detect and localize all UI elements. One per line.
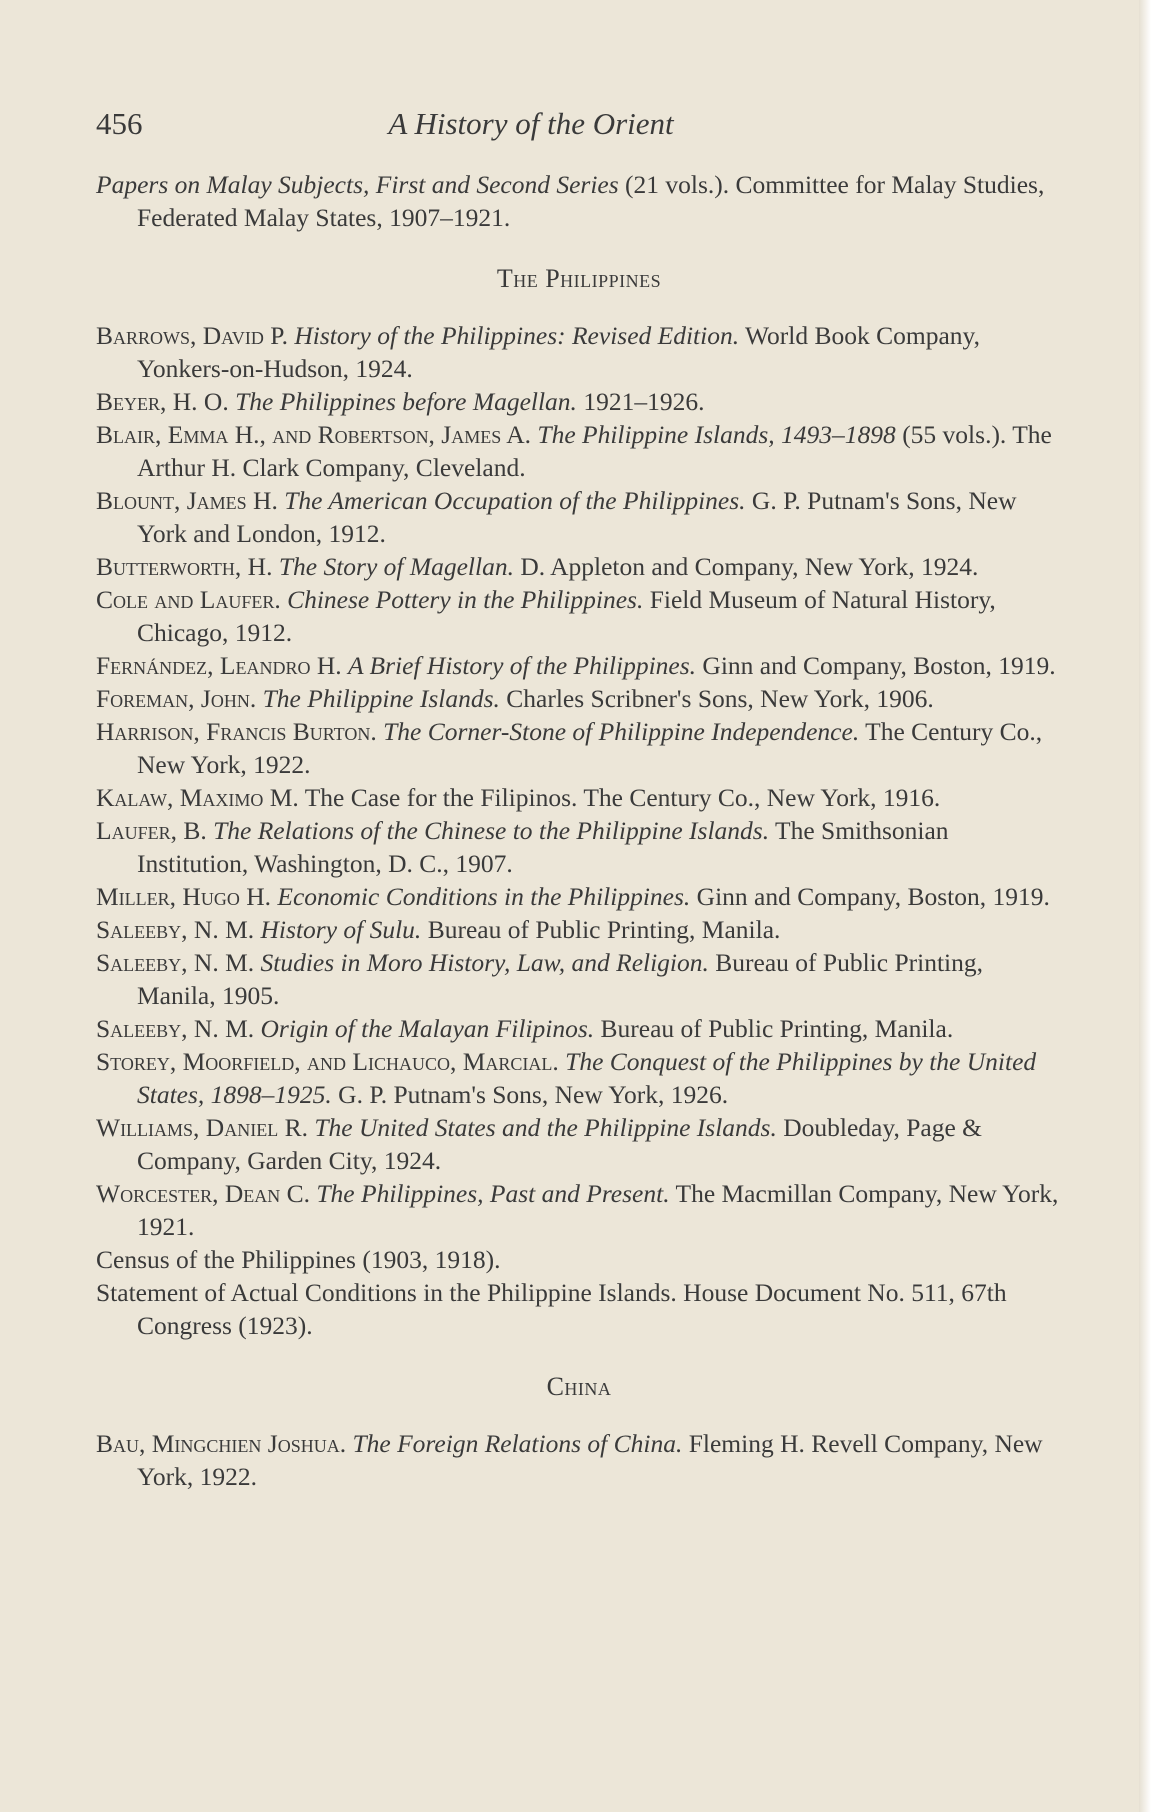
entry-details: Field Museum of Natural History, Chicago, 1912. — [137, 585, 996, 647]
entry-author: Worcester, Dean C. — [96, 1179, 310, 1208]
bibliography-entry — [96, 1276, 1062, 1342]
bibliography-entry — [96, 168, 1062, 234]
entry-title: The Relations of the Chinese to the Philippine Islands. — [213, 816, 770, 845]
entry-author: Storey, Moorfield, and Lichauco, Marcial. — [96, 1047, 559, 1076]
page-header — [96, 104, 996, 144]
bibliography-entry — [96, 319, 1062, 385]
bibliography-entry — [96, 550, 1062, 583]
entry-details: Bureau of Public Printing, Manila, 1905. — [137, 948, 984, 1010]
entry-author: Fernández, Leandro H. — [96, 651, 342, 680]
entry-author: Butterworth, H. — [96, 552, 273, 581]
entry-author: Cole and Laufer. — [96, 585, 281, 614]
bibliography-entry — [96, 418, 1062, 484]
entry-author: Saleeby, N. M. — [96, 915, 255, 944]
entry-details: Statement of Actual Conditions in the Philippine Islands. House Document No. 511, 67th Congress (1923). — [96, 1278, 1007, 1340]
entry-author: Beyer, H. O. — [96, 387, 229, 416]
entry-title: The Philippine Islands, 1493–1898 — [537, 420, 896, 449]
bibliography — [96, 168, 1062, 1493]
entry-author: Blount, James H. — [96, 486, 278, 515]
entry-author: Saleeby, N. M. — [96, 1014, 255, 1043]
entry-details: Ginn and Company, Boston, 1919. — [696, 651, 1056, 680]
bibliography-entry — [96, 1012, 1062, 1045]
entry-title: A Brief History of the Philippines. — [348, 651, 697, 680]
bibliography-entry — [96, 385, 1062, 418]
bibliography-entry — [96, 1243, 1062, 1276]
entry-details: Bureau of Public Printing, Manila. — [594, 1014, 954, 1043]
entry-details: Doubleday, Page & Company, Garden City, 1924. — [137, 1113, 982, 1175]
entry-details: The Smithsonian Institution, Washington, D. C., 1907. — [137, 816, 949, 878]
entry-title: The Story of Magellan. — [278, 552, 514, 581]
section-heading: China — [546, 1372, 612, 1401]
entry-author: Foreman, John. — [96, 684, 257, 713]
entry-author: Williams, Daniel R. — [96, 1113, 308, 1142]
entry-author: Miller, Hugo H. — [96, 882, 271, 911]
entry-author: Kalaw, Maximo M. — [96, 783, 299, 812]
page-number: 456 — [96, 106, 143, 141]
bibliography-entry — [96, 946, 1062, 1012]
page-edge — [1139, 0, 1151, 1812]
entry-title: History of Sulu. — [260, 915, 422, 944]
entry-author: Barrows, David P. — [96, 321, 288, 350]
bibliography-sections — [96, 262, 1062, 1493]
entry-title: The Philippines, Past and Present. — [316, 1179, 670, 1208]
entry-details: (21 vols.). Committee for Malay Studies, Federated Malay States, 1907–1921. — [137, 170, 1045, 232]
entry-title: The American Occupation of the Philippines. — [284, 486, 746, 515]
bibliography-entry — [96, 1045, 1062, 1111]
section-heading: The Philippines — [496, 264, 662, 293]
entry-details: (55 vols.). The Arthur H. Clark Company, Cleveland. — [137, 420, 1052, 482]
bibliography-entry — [96, 649, 1062, 682]
entry-details: World Book Company, Yonkers-on-Hudson, 1924. — [137, 321, 981, 383]
entry-details: 1921–1926. — [576, 387, 705, 416]
entry-details: Charles Scribner's Sons, New York, 1906. — [499, 684, 934, 713]
entry-details: Fleming H. Revell Company, New York, 1922. — [137, 1429, 1043, 1491]
entry-title: Studies in Moro History, Law, and Religion. — [260, 948, 709, 977]
entry-details: Bureau of Public Printing, Manila. — [421, 915, 781, 944]
bibliography-entry — [96, 913, 1062, 946]
bibliography-entry — [96, 484, 1062, 550]
running-title: A History of the Orient — [388, 106, 674, 141]
entry-title: Economic Conditions in the Philippines. — [277, 882, 691, 911]
bibliography-entry — [96, 682, 1062, 715]
entry-details: G. P. Putnam's Sons, New York, 1926. — [331, 1080, 729, 1109]
bibliography-entry — [96, 781, 1062, 814]
entry-details: Ginn and Company, Boston, 1919. — [690, 882, 1050, 911]
entry-author: Harrison, Francis Burton. — [96, 717, 377, 746]
entry-author: Bau, Mingchien Joshua. — [96, 1429, 347, 1458]
bibliography-entry — [96, 715, 1062, 781]
entry-details: The Macmillan Company, New York, 1921. — [137, 1179, 1059, 1241]
entry-title: The Philippine Islands. — [262, 684, 500, 713]
bibliography-entry — [96, 1111, 1062, 1177]
bibliography-entry — [96, 1177, 1062, 1243]
entry-details: D. Appleton and Company, New York, 1924. — [513, 552, 979, 581]
bibliography-entry — [96, 583, 1062, 649]
entry-title: History of the Philippines: Revised Edition. — [294, 321, 740, 350]
entry-author: Blair, Emma H., and Robertson, James A. — [96, 420, 532, 449]
entry-title: Origin of the Malayan Filipinos. — [260, 1014, 595, 1043]
entry-details: The Century Co., New York, 1922. — [137, 717, 1043, 779]
entry-details: G. P. Putnam's Sons, New York and London, 1912. — [137, 486, 1017, 548]
entry-title: The United States and the Philippine Islands. — [314, 1113, 777, 1142]
entry-title: The Foreign Relations of China. — [352, 1429, 683, 1458]
bibliography-entry — [96, 814, 1062, 880]
entry-title: The Corner-Stone of Philippine Independence. — [383, 717, 860, 746]
entry-author: Laufer, B. — [96, 816, 207, 845]
entry-title: The Philippines before Magellan. — [235, 387, 577, 416]
bibliography-entry — [96, 1427, 1062, 1493]
entry-title: Papers on Malay Subjects, First and Second Series — [96, 170, 619, 199]
entry-details: Census of the Philippines (1903, 1918). — [96, 1245, 501, 1274]
entry-title: The Conquest of the Philippines by the United States, 1898–1925. — [137, 1047, 1037, 1109]
entry-details: The Case for the Filipinos. The Century Co., New York, 1916. — [304, 783, 941, 812]
entry-author: Saleeby, N. M. — [96, 948, 255, 977]
bibliography-entry — [96, 880, 1062, 913]
entry-title: Chinese Pottery in the Philippines. — [287, 585, 644, 614]
